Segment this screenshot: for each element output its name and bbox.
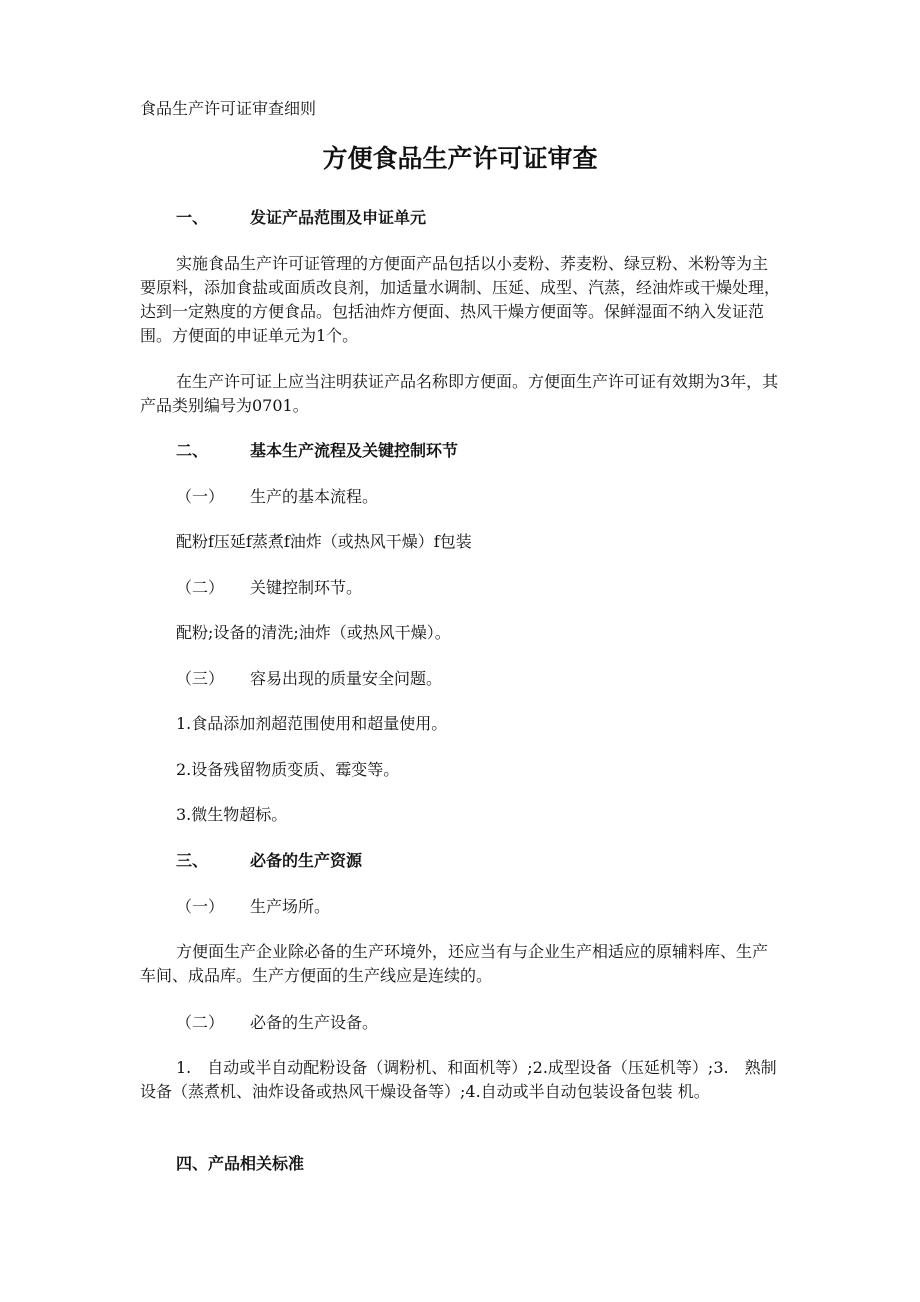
section-2-title: 基本生产流程及关键控制环节 bbox=[250, 441, 459, 460]
section-2-sub-2-title: 关键控制环节。 bbox=[250, 578, 363, 597]
section-3-title: 必备的生产资源 bbox=[250, 851, 363, 870]
key-control-points: 配粉;设备的清洗;油炸（或热风干燥）。 bbox=[176, 623, 451, 642]
section-2-sub-3-number: （三） bbox=[176, 669, 225, 688]
section-1-title: 发证产品范围及申证单元 bbox=[250, 208, 427, 227]
issue-item-1: 1.食品添加剂超范围使用和超量使用。 bbox=[176, 714, 448, 733]
section-3-number: 三、 bbox=[176, 851, 209, 870]
section-2-sub-2-number: （二） bbox=[176, 578, 225, 597]
issue-item-3: 3.微生物超标。 bbox=[176, 805, 288, 824]
section-1-number: 一、 bbox=[176, 208, 209, 227]
section-3-paragraph-2: 1. 自动或半自动配粉设备（调粉机、和面机等）;2.成型设备（压延机等）;3. 熟制设备（蒸煮机、油炸设备或热风干燥设备等）;4.自动或半自动包装设备包装 机。 bbox=[140, 1058, 777, 1101]
section-3-paragraph-1: 方便面生产企业除必备的生产环境外，还应当有与企业生产相适应的原辅料库、生产车间、成品库。生产方便面的生产线应是连续的。 bbox=[140, 942, 769, 985]
header-note: 食品生产许可证审查细则 bbox=[140, 99, 317, 118]
document-title: 方便食品生产许可证审查 bbox=[322, 144, 598, 173]
section-2-number: 二、 bbox=[176, 441, 209, 460]
process-flow: 配粉f压延f蒸煮f油炸（或热风干燥）f包装 bbox=[176, 532, 472, 551]
section-3-sub-2-number: （二） bbox=[176, 1013, 225, 1032]
section-4-heading: 四、产品相关标准 bbox=[176, 1154, 305, 1173]
issue-item-2: 2.设备残留物质变质、霉变等。 bbox=[176, 760, 400, 779]
section-1-paragraph-2: 在生产许可证上应当注明获证产品名称即方便面。方便面生产许可证有效期为3年，其产品类别编号为0701。 bbox=[140, 372, 779, 415]
section-2-sub-1-title: 生产的基本流程。 bbox=[250, 487, 379, 506]
section-1-paragraph-1: 实施食品生产许可证管理的方便面产品包括以小麦粉、荞麦粉、绿豆粉、米粉等为主要原料，添加食盐或面质改良剂，加适量水调制、压延、成型、汽蒸，经油炸或干燥处理，达到一定熟度的方便食品。包括油炸方便面、热风干燥方便面等。保鲜湿面不纳入发证范围。方便面的申证单元为1个。 bbox=[140, 254, 781, 345]
section-3-sub-1-number: （一） bbox=[176, 897, 225, 916]
section-3-sub-1-title: 生产场所。 bbox=[250, 897, 331, 916]
section-2-sub-1-number: （一） bbox=[176, 487, 225, 506]
section-2-sub-3-title: 容易出现的质量安全问题。 bbox=[250, 669, 443, 688]
section-3-sub-2-title: 必备的生产设备。 bbox=[250, 1013, 379, 1032]
